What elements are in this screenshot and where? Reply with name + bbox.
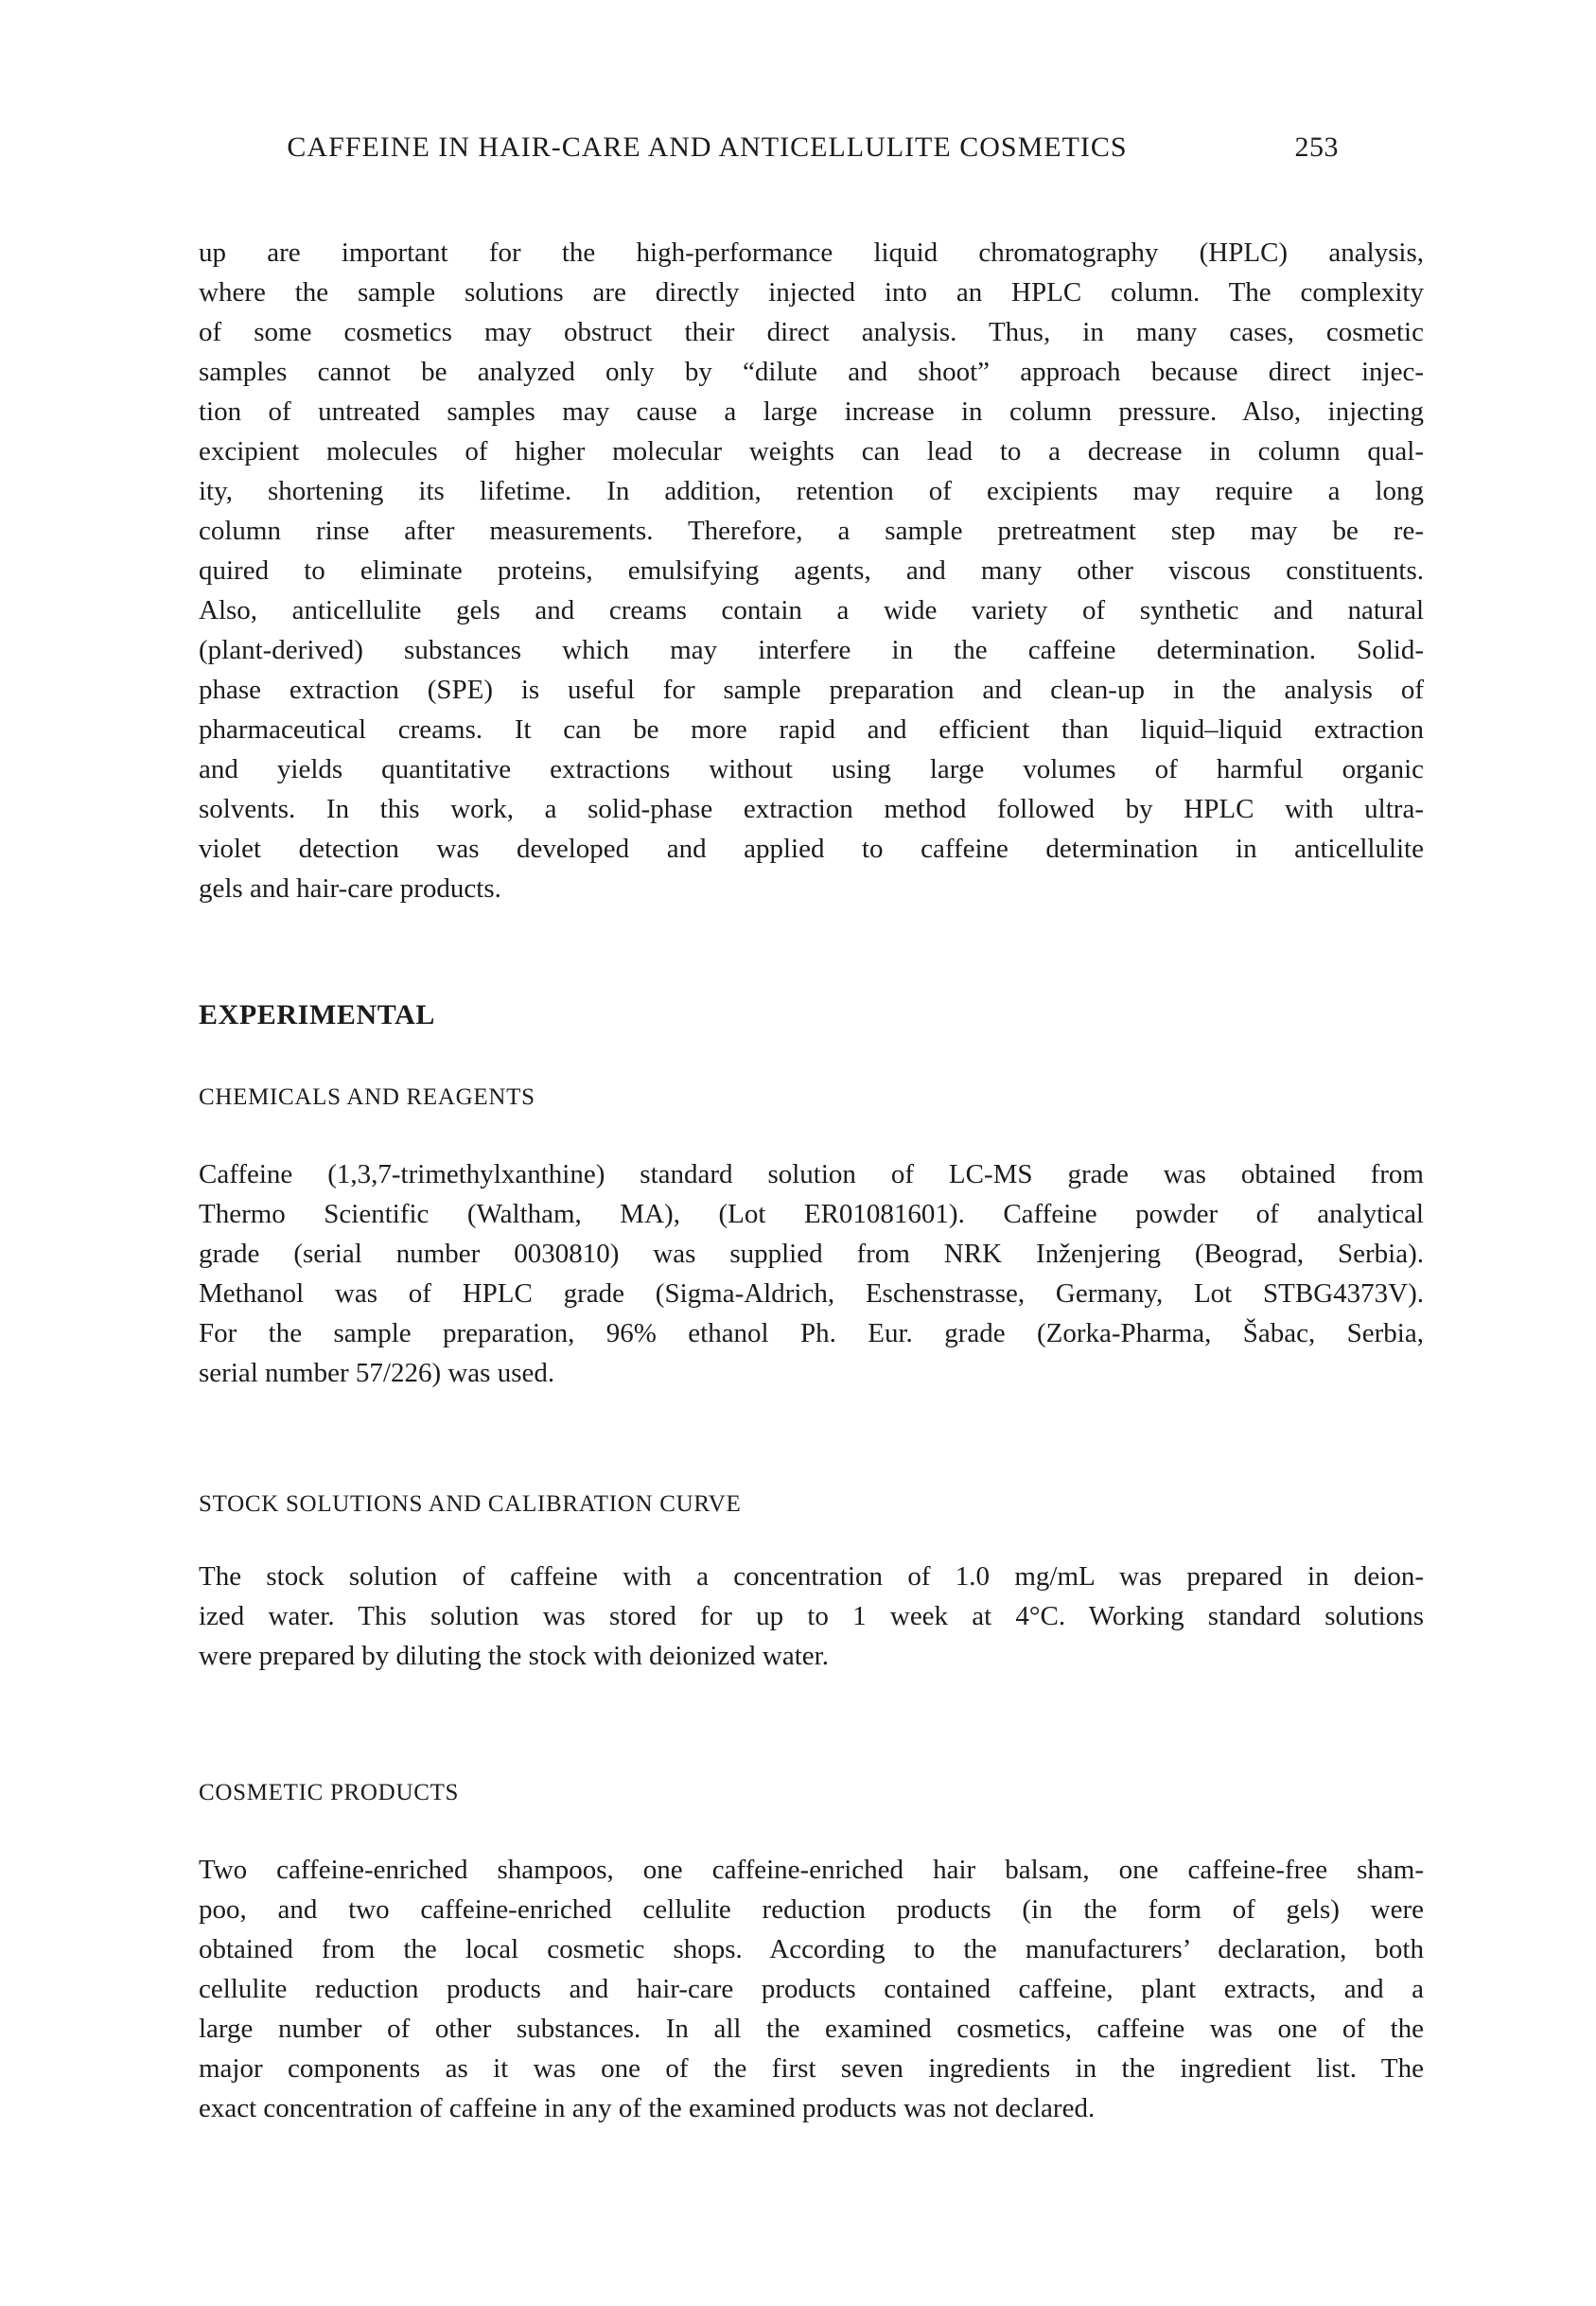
text-line: Thermo Scientific (Waltham, MA), (Lot ER01081601). Caffeine powder of analytical <box>199 1199 1424 1229</box>
subsection-heading-chemicals-and-reagents: CHEMICALS AND REAGENTS <box>199 1084 535 1110</box>
text-line: Methanol was of HPLC grade (Sigma-Aldrich, Eschenstrasse, Germany, Lot STBG4373V). <box>199 1278 1424 1309</box>
text-line: up are important for the high-performance liquid chromatography (HPLC) analysis, <box>199 238 1424 268</box>
text-line: cellulite reduction products and hair-care products contained caffeine, plant extracts, and a <box>199 1974 1424 2004</box>
text-line: poo, and two caffeine-enriched cellulite reduction products (in the form of gels) were <box>199 1894 1424 1925</box>
text-line: major components as it was one of the first seven ingredients in the ingredient list. The <box>199 2053 1424 2084</box>
text-line: For the sample preparation, 96% ethanol Ph. Eur. grade (Zorka-Pharma, Šabac, Serbia, <box>199 1318 1424 1348</box>
text-line: where the sample solutions are directly injected into an HPLC column. The complexity <box>199 277 1424 308</box>
text-line: Caffeine (1,3,7-trimethylxanthine) standard solution of LC-MS grade was obtained from <box>199 1159 1424 1189</box>
text-line: Two caffeine-enriched shampoos, one caffeine-enriched hair balsam, one caffeine-free sham- <box>199 1855 1424 1885</box>
text-line: tion of untreated samples may cause a large increase in column pressure. Also, injecting <box>199 396 1424 427</box>
text-line: large number of other substances. In all the examined cosmetics, caffeine was one of the <box>199 2014 1424 2044</box>
text-line: The stock solution of caffeine with a concentration of 1.0 mg/mL was prepared in deion- <box>199 1561 1424 1592</box>
text-line: ized water. This solution was stored for up to 1 week at 4°C. Working standard solutions <box>199 1601 1424 1631</box>
text-line: of some cosmetics may obstruct their direct analysis. Thus, in many cases, cosmetic <box>199 317 1424 347</box>
text-line: quired to eliminate proteins, emulsifying agents, and many other viscous constituents. <box>199 555 1424 586</box>
text-line: serial number 57/226) was used. <box>199 1358 555 1388</box>
subsection-heading-cosmetic-products: COSMETIC PRODUCTS <box>199 1780 460 1805</box>
text-line: Also, anticellulite gels and creams contain a wide variety of synthetic and natural <box>199 595 1424 625</box>
text-line: ity, shortening its lifetime. In addition, retention of excipients may require a long <box>199 476 1424 506</box>
chemicals-paragraph <box>199 1154 1424 1393</box>
page-header <box>199 128 1424 167</box>
text-line: (plant-derived) substances which may interfere in the caffeine determination. Solid- <box>199 635 1424 665</box>
text-line: phase extraction (SPE) is useful for sample preparation and clean-up in the analysis of <box>199 675 1424 705</box>
page-number: 253 <box>1294 132 1339 163</box>
text-line: obtained from the local cosmetic shops. According to the manufacturers’ declaration, both <box>199 1934 1424 1964</box>
text-line: grade (serial number 0030810) was supplied from NRK Inženjering (Beograd, Serbia). <box>199 1239 1424 1269</box>
cosmetic-products-paragraph <box>199 1850 1424 2128</box>
text-line: and yields quantitative extractions without using large volumes of harmful organic <box>199 754 1424 784</box>
text-line: violet detection was developed and applied to caffeine determination in anticellulite <box>199 834 1424 864</box>
text-line: samples cannot be analyzed only by “dilute and shoot” approach because direct injec- <box>199 357 1424 387</box>
text-line: were prepared by diluting the stock with deionized water. <box>199 1641 829 1671</box>
text-line: excipient molecules of higher molecular weights can lead to a decrease in column qual- <box>199 436 1424 466</box>
intro-paragraph <box>199 233 1424 908</box>
section-heading-experimental: EXPERIMENTAL <box>199 999 435 1030</box>
text-line: gels and hair-care products. <box>199 873 501 904</box>
text-line: pharmaceutical creams. It can be more rapid and efficient than liquid–liquid extraction <box>199 714 1424 745</box>
running-title: CAFFEINE IN HAIR-CARE AND ANTICELLULITE COSMETICS <box>287 132 1128 163</box>
text-line: exact concentration of caffeine in any of the examined products was not declared. <box>199 2093 1096 2123</box>
text-line: solvents. In this work, a solid-phase extraction method followed by HPLC with ultra- <box>199 794 1424 824</box>
stock-solutions-paragraph <box>199 1557 1424 1676</box>
subsection-heading-stock-solutions: STOCK SOLUTIONS AND CALIBRATION CURVE <box>199 1491 742 1517</box>
text-line: column rinse after measurements. Therefore, a sample pretreatment step may be re- <box>199 516 1424 546</box>
